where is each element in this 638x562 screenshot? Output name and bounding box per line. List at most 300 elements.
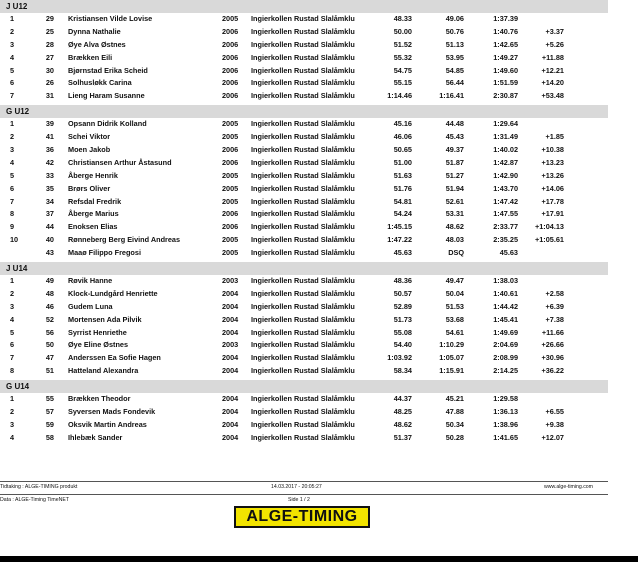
bib-cell: 56 xyxy=(45,327,54,337)
result-section xyxy=(0,0,608,103)
name-cell: Dynna Nathalie xyxy=(68,26,121,36)
birth-year-cell: 2006 xyxy=(222,26,239,36)
bib-cell: 35 xyxy=(45,183,54,193)
name-cell: Øye Alva Østnes xyxy=(68,39,126,49)
total-time-cell: 2:30.87 xyxy=(493,91,518,101)
run2-time-cell: 51.27 xyxy=(445,170,464,180)
rank-cell: 4 xyxy=(10,432,15,442)
run2-time-cell: 53.68 xyxy=(445,314,464,324)
total-time-cell: 1:47.55 xyxy=(493,209,518,219)
bib-cell: 46 xyxy=(45,301,54,311)
bib-cell: 47 xyxy=(45,353,54,363)
run1-time-cell: 51.73 xyxy=(393,314,412,324)
birth-year-cell: 2004 xyxy=(222,314,239,324)
name-cell: Maaø Filippo Fregosi xyxy=(68,248,141,258)
table-row xyxy=(0,196,608,209)
birth-year-cell: 2005 xyxy=(222,119,239,129)
run1-time-cell: 50.00 xyxy=(393,26,412,36)
run1-time-cell: 48.25 xyxy=(393,407,412,417)
name-cell: Brækken Eili xyxy=(68,52,113,62)
name-cell: Kristiansen Vilde Lovise xyxy=(68,14,153,23)
name-cell: Christiansen Arthur Åstasund xyxy=(68,157,172,167)
rank-cell: 1 xyxy=(10,394,15,404)
table-row xyxy=(0,339,608,352)
bib-cell: 59 xyxy=(45,419,54,429)
bib-cell: 39 xyxy=(45,119,54,129)
rank-cell: 8 xyxy=(10,209,15,219)
total-time-cell: 1:37.39 xyxy=(493,14,518,23)
name-cell: Klock-Lundgård Henriette xyxy=(68,288,158,298)
name-cell: Hatteland Alexandra xyxy=(68,366,139,376)
time-diff-cell: +53.48 xyxy=(541,91,564,101)
rank-cell: 6 xyxy=(10,78,15,88)
name-cell: Enoksen Elias xyxy=(68,222,118,232)
club-cell: Ingierkollen Rustad Slalåmklu xyxy=(251,119,355,129)
total-time-cell: 1:41.65 xyxy=(493,432,518,442)
table-row xyxy=(0,419,608,432)
rank-cell: 4 xyxy=(10,157,15,167)
birth-year-cell: 2006 xyxy=(222,145,239,155)
birth-year-cell: 2006 xyxy=(222,78,239,88)
table-row xyxy=(0,352,608,365)
club-cell: Ingierkollen Rustad Slalåmklu xyxy=(251,145,355,155)
bib-cell: 50 xyxy=(45,340,54,350)
club-cell: Ingierkollen Rustad Slalåmklu xyxy=(251,196,355,206)
total-time-cell: 1:42.87 xyxy=(493,157,518,167)
run2-time-cell: 50.04 xyxy=(445,288,464,298)
run1-time-cell: 51.63 xyxy=(393,170,412,180)
run2-time-cell: 51.13 xyxy=(445,39,464,49)
total-time-cell: 1:38.96 xyxy=(493,419,518,429)
run2-time-cell: DSQ xyxy=(448,248,464,258)
footer-page-number: Side 1 / 2 xyxy=(288,497,310,503)
run2-time-cell: 51.94 xyxy=(445,183,464,193)
total-time-cell: 2:14.25 xyxy=(493,366,518,376)
run1-time-cell: 54.40 xyxy=(393,340,412,350)
club-cell: Ingierkollen Rustad Slalåmklu xyxy=(251,394,355,404)
bib-cell: 34 xyxy=(45,196,54,206)
run2-time-cell: 44.48 xyxy=(445,119,464,129)
result-section xyxy=(0,105,608,260)
rank-cell: 3 xyxy=(10,145,15,155)
run2-time-cell: 54.61 xyxy=(445,327,464,337)
total-time-cell: 2:35.25 xyxy=(493,235,518,245)
run2-time-cell: 53.95 xyxy=(445,52,464,62)
bib-cell: 42 xyxy=(45,157,54,167)
time-diff-cell: +11.88 xyxy=(541,52,564,62)
total-time-cell: 1:49.60 xyxy=(493,65,518,75)
table-row xyxy=(0,221,608,234)
run1-time-cell: 50.65 xyxy=(393,145,412,155)
rank-cell: 9 xyxy=(10,222,15,232)
run2-time-cell: 51.87 xyxy=(445,157,464,167)
table-row xyxy=(0,118,608,131)
table-row xyxy=(0,52,608,65)
table-row xyxy=(0,13,608,26)
run1-time-cell: 50.57 xyxy=(393,288,412,298)
rank-cell: 6 xyxy=(10,183,15,193)
birth-year-cell: 2005 xyxy=(222,235,239,245)
bib-cell: 25 xyxy=(45,26,54,36)
club-cell: Ingierkollen Rustad Slalåmklu xyxy=(251,340,355,350)
birth-year-cell: 2006 xyxy=(222,157,239,167)
rank-cell: 2 xyxy=(10,407,15,417)
bib-cell: 37 xyxy=(45,209,54,219)
table-row xyxy=(0,406,608,419)
time-diff-cell: +12.21 xyxy=(541,65,564,75)
run1-time-cell: 52.89 xyxy=(393,301,412,311)
table-row xyxy=(0,327,608,340)
table-row xyxy=(0,432,608,445)
time-diff-cell: +26.66 xyxy=(541,340,564,350)
time-diff-cell: +6.55 xyxy=(545,407,564,417)
bib-cell: 49 xyxy=(45,276,54,286)
birth-year-cell: 2005 xyxy=(222,248,239,258)
rank-cell: 8 xyxy=(10,366,15,376)
rank-cell: 2 xyxy=(10,288,15,298)
time-diff-cell: +30.96 xyxy=(541,353,564,363)
total-time-cell: 1:42.65 xyxy=(493,39,518,49)
bib-cell: 57 xyxy=(45,407,54,417)
bib-cell: 44 xyxy=(45,222,54,232)
footer-divider xyxy=(0,494,608,495)
name-cell: Lieng Haram Susanne xyxy=(68,91,145,101)
total-time-cell: 2:08.99 xyxy=(493,353,518,363)
run1-time-cell: 45.16 xyxy=(393,119,412,129)
birth-year-cell: 2004 xyxy=(222,419,239,429)
time-diff-cell: +13.23 xyxy=(541,157,564,167)
club-cell: Ingierkollen Rustad Slalåmklu xyxy=(251,407,355,417)
name-cell: Solhusløkk Carina xyxy=(68,78,132,88)
table-row xyxy=(0,208,608,221)
run2-time-cell: 49.47 xyxy=(445,276,464,286)
run1-time-cell: 48.62 xyxy=(393,419,412,429)
birth-year-cell: 2004 xyxy=(222,353,239,363)
table-row xyxy=(0,275,608,288)
bib-cell: 51 xyxy=(45,366,54,376)
name-cell: Mortensen Ada Pilvik xyxy=(68,314,142,324)
table-row xyxy=(0,131,608,144)
table-row xyxy=(0,247,608,260)
club-cell: Ingierkollen Rustad Slalåmklu xyxy=(251,288,355,298)
bib-cell: 48 xyxy=(45,288,54,298)
run1-time-cell: 54.81 xyxy=(393,196,412,206)
run1-time-cell: 55.08 xyxy=(393,327,412,337)
birth-year-cell: 2006 xyxy=(222,65,239,75)
name-cell: Refsdal Fredrik xyxy=(68,196,122,206)
birth-year-cell: 2006 xyxy=(222,91,239,101)
bib-cell: 36 xyxy=(45,145,54,155)
run1-time-cell: 46.06 xyxy=(393,132,412,142)
club-cell: Ingierkollen Rustad Slalåmklu xyxy=(251,366,355,376)
bib-cell: 40 xyxy=(45,235,54,245)
run1-time-cell: 55.32 xyxy=(393,52,412,62)
run1-time-cell: 51.76 xyxy=(393,183,412,193)
birth-year-cell: 2005 xyxy=(222,132,239,142)
time-diff-cell: +6.39 xyxy=(545,301,564,311)
club-cell: Ingierkollen Rustad Slalåmklu xyxy=(251,276,355,286)
run1-time-cell: 54.75 xyxy=(393,65,412,75)
name-cell: Syrrist Henriethe xyxy=(68,327,127,337)
name-cell: Bjørnstad Erika Scheid xyxy=(68,65,148,75)
time-diff-cell: +2.58 xyxy=(545,288,564,298)
club-cell: Ingierkollen Rustad Slalåmklu xyxy=(251,235,355,245)
run1-time-cell: 45.63 xyxy=(393,248,412,258)
name-cell: Rønneberg Berg Eivind Andreas xyxy=(68,235,181,245)
footer-website: www.alge-timing.com xyxy=(544,484,594,490)
birth-year-cell: 2006 xyxy=(222,39,239,49)
time-diff-cell: +3.37 xyxy=(545,26,564,36)
total-time-cell: 1:29.58 xyxy=(493,394,518,404)
bib-cell: 28 xyxy=(45,39,54,49)
club-cell: Ingierkollen Rustad Slalåmklu xyxy=(251,222,355,232)
name-cell: Røvik Hanne xyxy=(68,276,113,286)
rank-cell: 2 xyxy=(10,132,15,142)
rank-cell: 2 xyxy=(10,26,15,36)
table-row xyxy=(0,39,608,52)
rank-cell: 1 xyxy=(10,119,15,129)
club-cell: Ingierkollen Rustad Slalåmklu xyxy=(251,157,355,167)
rank-cell: 10 xyxy=(10,235,19,245)
club-cell: Ingierkollen Rustad Slalåmklu xyxy=(251,132,355,142)
birth-year-cell: 2003 xyxy=(222,276,239,286)
run1-time-cell: 48.33 xyxy=(393,14,412,23)
total-time-cell: 1:44.42 xyxy=(493,301,518,311)
table-row xyxy=(0,365,608,378)
birth-year-cell: 2005 xyxy=(222,14,239,23)
bib-cell: 41 xyxy=(45,132,54,142)
total-time-cell: 1:38.03 xyxy=(493,276,518,286)
run2-time-cell: 48.03 xyxy=(445,235,464,245)
run1-time-cell: 55.15 xyxy=(393,78,412,88)
time-diff-cell: +17.91 xyxy=(541,209,564,219)
birth-year-cell: 2006 xyxy=(222,209,239,219)
footer-divider xyxy=(0,481,608,482)
run2-time-cell: 1:15.91 xyxy=(439,366,464,376)
bib-cell: 30 xyxy=(45,65,54,75)
name-cell: Brækken Theodor xyxy=(68,394,131,404)
rank-cell: 5 xyxy=(10,170,15,180)
run1-time-cell: 1:47.22 xyxy=(387,235,412,245)
alge-timing-logo: ALGE-TIMING xyxy=(234,506,370,528)
rank-cell: 3 xyxy=(10,419,15,429)
table-row xyxy=(0,301,608,314)
rank-cell: 1 xyxy=(10,276,15,286)
birth-year-cell: 2004 xyxy=(222,394,239,404)
birth-year-cell: 2004 xyxy=(222,288,239,298)
rank-cell: 5 xyxy=(10,65,15,75)
bib-cell: 55 xyxy=(45,394,54,404)
run1-time-cell: 51.00 xyxy=(393,157,412,167)
birth-year-cell: 2005 xyxy=(222,170,239,180)
birth-year-cell: 2004 xyxy=(222,366,239,376)
run2-time-cell: 51.53 xyxy=(445,301,464,311)
bib-cell: 26 xyxy=(45,78,54,88)
club-cell: Ingierkollen Rustad Slalåmklu xyxy=(251,353,355,363)
bib-cell: 29 xyxy=(45,14,54,23)
name-cell: Oksvik Martin Andreas xyxy=(68,419,147,429)
run2-time-cell: 49.37 xyxy=(445,145,464,155)
table-row xyxy=(0,393,608,406)
bottom-bar xyxy=(0,556,638,562)
run2-time-cell: 48.62 xyxy=(445,222,464,232)
club-cell: Ingierkollen Rustad Slalåmklu xyxy=(251,209,355,219)
run2-time-cell: 50.76 xyxy=(445,26,464,36)
total-time-cell: 1:40.61 xyxy=(493,288,518,298)
birth-year-cell: 2004 xyxy=(222,301,239,311)
birth-year-cell: 2006 xyxy=(222,52,239,62)
rank-cell: 7 xyxy=(10,91,15,101)
section-header: J U12 xyxy=(0,0,608,13)
club-cell: Ingierkollen Rustad Slalåmklu xyxy=(251,65,355,75)
time-diff-cell: +36.22 xyxy=(541,366,564,376)
club-cell: Ingierkollen Rustad Slalåmklu xyxy=(251,301,355,311)
total-time-cell: 1:51.59 xyxy=(493,78,518,88)
table-row xyxy=(0,26,608,39)
footer-data-source: Data : ALGE-Timing TimeNET xyxy=(0,497,69,503)
total-time-cell: 1:40.02 xyxy=(493,145,518,155)
total-time-cell: 1:29.64 xyxy=(493,119,518,129)
rank-cell: 1 xyxy=(10,14,15,23)
run1-time-cell: 1:45.15 xyxy=(387,222,412,232)
name-cell: Schei Viktor xyxy=(68,132,111,142)
total-time-cell: 1:47.42 xyxy=(493,196,518,206)
club-cell: Ingierkollen Rustad Slalåmklu xyxy=(251,419,355,429)
table-row xyxy=(0,183,608,196)
club-cell: Ingierkollen Rustad Slalåmklu xyxy=(251,432,355,442)
section-header: G U14 xyxy=(0,380,608,393)
run2-time-cell: 47.88 xyxy=(445,407,464,417)
run2-time-cell: 52.61 xyxy=(445,196,464,206)
time-diff-cell: +14.06 xyxy=(541,183,564,193)
total-time-cell: 2:04.69 xyxy=(493,340,518,350)
time-diff-cell: +1:04.13 xyxy=(534,222,564,232)
time-diff-cell: +13.26 xyxy=(541,170,564,180)
name-cell: Opsann Didrik Kolland xyxy=(68,119,147,129)
time-diff-cell: +1.85 xyxy=(545,132,564,142)
table-row xyxy=(0,157,608,170)
table-row xyxy=(0,65,608,78)
birth-year-cell: 2005 xyxy=(222,183,239,193)
total-time-cell: 1:43.70 xyxy=(493,183,518,193)
birth-year-cell: 2004 xyxy=(222,407,239,417)
table-row xyxy=(0,90,608,103)
run2-time-cell: 1:05.07 xyxy=(439,353,464,363)
run2-time-cell: 54.85 xyxy=(445,65,464,75)
club-cell: Ingierkollen Rustad Slalåmklu xyxy=(251,248,355,258)
bib-cell: 27 xyxy=(45,52,54,62)
footer-timing-text: Tidtaking : ALGE-TIMING produkt xyxy=(0,484,78,490)
time-diff-cell: +14.20 xyxy=(541,78,564,88)
rank-cell: 3 xyxy=(10,39,15,49)
rank-cell: 7 xyxy=(10,353,15,363)
club-cell: Ingierkollen Rustad Slalåmklu xyxy=(251,26,355,36)
run1-time-cell: 1:14.46 xyxy=(387,91,412,101)
run2-time-cell: 1:16.41 xyxy=(439,91,464,101)
name-cell: Åberge Henrik xyxy=(68,170,118,180)
club-cell: Ingierkollen Rustad Slalåmklu xyxy=(251,39,355,49)
total-time-cell: 2:33.77 xyxy=(493,222,518,232)
time-diff-cell: +11.66 xyxy=(541,327,564,337)
time-diff-cell: +1:05.61 xyxy=(534,235,564,245)
birth-year-cell: 2006 xyxy=(222,222,239,232)
bib-cell: 31 xyxy=(45,91,54,101)
total-time-cell: 1:31.49 xyxy=(493,132,518,142)
birth-year-cell: 2004 xyxy=(222,432,239,442)
total-time-cell: 1:49.27 xyxy=(493,52,518,62)
rank-cell: 4 xyxy=(10,52,15,62)
name-cell: Ihlebæk Sander xyxy=(68,432,123,442)
run1-time-cell: 44.37 xyxy=(393,394,412,404)
table-row xyxy=(0,144,608,157)
run1-time-cell: 54.24 xyxy=(393,209,412,219)
section-header: J U14 xyxy=(0,262,608,275)
time-diff-cell: +17.78 xyxy=(541,196,564,206)
run1-time-cell: 48.36 xyxy=(393,276,412,286)
section-header: G U12 xyxy=(0,105,608,118)
run2-time-cell: 50.34 xyxy=(445,419,464,429)
rank-cell: 7 xyxy=(10,196,15,206)
table-row xyxy=(0,288,608,301)
birth-year-cell: 2005 xyxy=(222,196,239,206)
table-row xyxy=(0,170,608,183)
total-time-cell: 1:49.69 xyxy=(493,327,518,337)
time-diff-cell: +12.07 xyxy=(541,432,564,442)
bib-cell: 33 xyxy=(45,170,54,180)
result-section xyxy=(0,380,608,445)
total-time-cell: 45.63 xyxy=(499,248,518,258)
club-cell: Ingierkollen Rustad Slalåmklu xyxy=(251,14,355,23)
table-row xyxy=(0,314,608,327)
table-row xyxy=(0,234,608,247)
club-cell: Ingierkollen Rustad Slalåmklu xyxy=(251,91,355,101)
bib-cell: 52 xyxy=(45,314,54,324)
total-time-cell: 1:45.41 xyxy=(493,314,518,324)
time-diff-cell: +10.38 xyxy=(541,145,564,155)
run2-time-cell: 50.28 xyxy=(445,432,464,442)
footer-datetime: 14.03.2017 - 20:05:27 xyxy=(271,484,322,490)
run2-time-cell: 49.06 xyxy=(445,14,464,23)
name-cell: Moen Jakob xyxy=(68,145,111,155)
name-cell: Gudem Luna xyxy=(68,301,113,311)
run1-time-cell: 51.52 xyxy=(393,39,412,49)
birth-year-cell: 2003 xyxy=(222,340,239,350)
run2-time-cell: 56.44 xyxy=(445,78,464,88)
total-time-cell: 1:36.13 xyxy=(493,407,518,417)
bib-cell: 58 xyxy=(45,432,54,442)
result-section xyxy=(0,262,608,378)
name-cell: Øye Eline Østnes xyxy=(68,340,129,350)
rank-cell: 3 xyxy=(10,301,15,311)
total-time-cell: 1:40.76 xyxy=(493,26,518,36)
name-cell: Syversen Mads Fondevik xyxy=(68,407,156,417)
bib-cell: 43 xyxy=(45,248,54,258)
club-cell: Ingierkollen Rustad Slalåmklu xyxy=(251,314,355,324)
time-diff-cell: +7.38 xyxy=(545,314,564,324)
total-time-cell: 1:42.90 xyxy=(493,170,518,180)
run1-time-cell: 51.37 xyxy=(393,432,412,442)
run2-time-cell: 45.21 xyxy=(445,394,464,404)
time-diff-cell: +9.38 xyxy=(545,419,564,429)
club-cell: Ingierkollen Rustad Slalåmklu xyxy=(251,327,355,337)
table-row xyxy=(0,77,608,90)
name-cell: Anderssen Ea Sofie Hagen xyxy=(68,353,161,363)
time-diff-cell: +5.26 xyxy=(545,39,564,49)
run1-time-cell: 1:03.92 xyxy=(387,353,412,363)
club-cell: Ingierkollen Rustad Slalåmklu xyxy=(251,170,355,180)
rank-cell: 4 xyxy=(10,314,15,324)
name-cell: Åberge Marius xyxy=(68,209,119,219)
